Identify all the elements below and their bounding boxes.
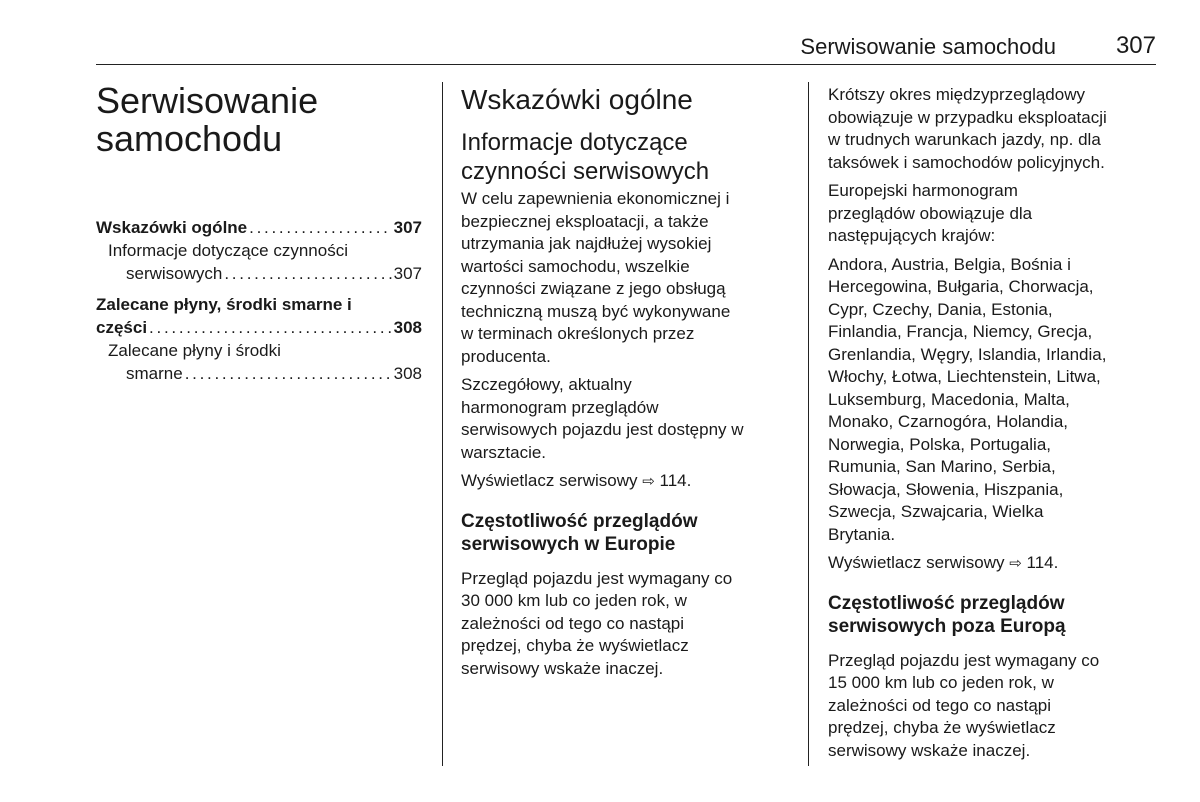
- toc-entry-zalecane-plyny-smarne[interactable]: Zalecane płyny i środki smarne . . . 308: [96, 339, 422, 385]
- middle-column: [461, 84, 801, 680]
- toc-page: 308: [393, 318, 422, 337]
- paragraph: Szczegółowy, aktualny harmonogram przeglądów serwisowych pojazdu jest dostępny w warsztacie.: [461, 375, 744, 462]
- section-heading: Wskazówki ogólne: [461, 84, 693, 115]
- toc-entry-zalecane-plyny[interactable]: Zalecane płyny, środki smarne i części . . . 308: [96, 293, 422, 339]
- cross-reference[interactable]: Wyświetlacz serwisowy ⇨ 114.: [828, 553, 1059, 572]
- column-divider-left: [442, 82, 443, 766]
- reference-arrow-icon: ⇨: [1009, 555, 1022, 572]
- toc-entry-wskazowki-ogolne[interactable]: Wskazówki ogólne . . . 307: [96, 216, 422, 239]
- toc-page: 307: [393, 218, 422, 237]
- subsection-heading-small: Częstotliwość przeglądów serwisowych poza Europą: [828, 592, 1066, 637]
- page-number: 307: [1115, 32, 1156, 59]
- reference-arrow-icon: ⇨: [642, 473, 655, 490]
- toc-entry-informacje[interactable]: Informacje dotyczące czynności serwisowych . . . 307: [96, 239, 422, 285]
- table-of-contents: [96, 216, 422, 385]
- column-divider-right: [808, 82, 809, 766]
- paragraph: W celu zapewnienia ekonomicznej i bezpiecznej eksploatacji, a także utrzymania jak najdłużej wysokiej wartości samochodu, wszelkie czynności związane z jego obsługą techniczną muszą być wykonywane w terminach określonych przez producenta.: [461, 189, 731, 366]
- chapter-title: Serwisowanie samochodu: [96, 80, 319, 159]
- cross-reference[interactable]: Wyświetlacz serwisowy ⇨ 114.: [461, 471, 692, 490]
- country-list: Andora, Austria, Belgia, Bośnia i Hercegowina, Bułgaria, Chorwacja, Cypr, Czechy, Dania, Estonia, Finlandia, Francja, Niemcy, Grecja, Grenlandia, Węgry, Islandia, Irlandia, Włochy, Łotwa, Liechtenstein, Litwa, Luksemburg, Macedonia, Malta, Monako, Czarnogóra, Holandia, Norwegia, Polska, Portugalia, Rumunia, San Marino, Serbia, Słowacja, Słowenia, Hiszpania, Szwecja, Szwajcaria, Wielka Brytania.: [828, 254, 1107, 544]
- page-header: [96, 30, 1156, 65]
- paragraph: Europejski harmonogram przeglądów obowiązuje dla następujących krajów:: [828, 181, 1033, 245]
- subsection-heading-small: Częstotliwość przeglądów serwisowych w Europie: [461, 510, 698, 555]
- toc-page: 308: [393, 364, 422, 383]
- paragraph: Przegląd pojazdu jest wymagany co 15 000 km lub co jeden rok, w zależności od tego co nastąpi prędzej, chyba że wyświetlacz serwisowy wskaże inaczej.: [828, 650, 1100, 760]
- paragraph: Przegląd pojazdu jest wymagany co 30 000 km lub co jeden rok, w zależności od tego co nastąpi prędzej, chyba że wyświetlacz serwisowy wskaże inaczej.: [461, 568, 733, 678]
- right-column: [828, 84, 1168, 762]
- subsection-heading: Informacje dotyczące czynności serwisowych: [461, 129, 710, 185]
- toc-page: 307: [393, 264, 422, 283]
- running-section-title: Serwisowanie samochodu: [800, 34, 1056, 59]
- paragraph: Krótszy okres międzyprzeglądowy obowiązuje w przypadku eksploatacji w trudnych warunkach jazdy, np. dla taksówek i samochodów policyjnych.: [828, 85, 1107, 172]
